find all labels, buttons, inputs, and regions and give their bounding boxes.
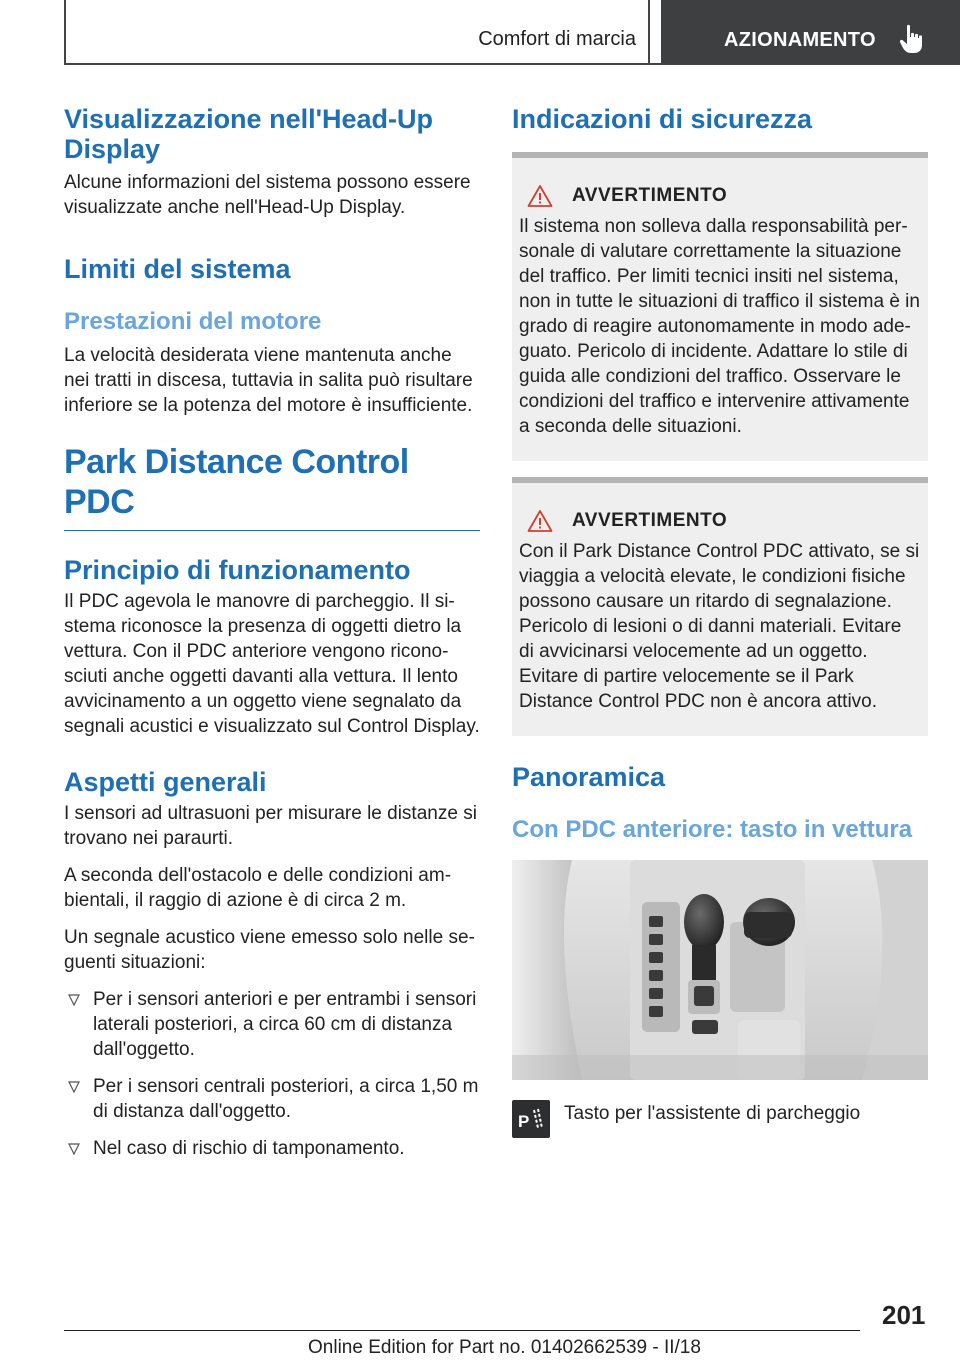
triangle-bullet-icon xyxy=(68,1081,80,1093)
triangle-bullet-icon xyxy=(68,1143,80,1155)
pdc-heading: Park Distance Control PDC xyxy=(64,443,409,521)
warning-text: Con il Park Distance Control PDC attivato, se si viaggia a velocità elevate, le condizioni fisiche possono causare un ritardo di segnalazione. Pericolo di lesioni o di danni materiali. Evitare di avvicinarsi velocemente ad un oggetto. Evitare di partire velocemente se il Park Distance Control PDC non è ancora attivo. xyxy=(519,541,920,712)
principle-heading: Principio di funzionamento xyxy=(64,555,411,585)
header-divider-left xyxy=(64,0,66,64)
warning-box-1 xyxy=(512,152,928,461)
general-paragraph-1: I sensori ad ultrasuoni per misurare le distanze si trovano nei paraurti. xyxy=(64,803,477,849)
pointing-hand-icon xyxy=(899,24,925,54)
list-item xyxy=(64,1136,480,1161)
list-item xyxy=(64,987,480,1062)
legend-row xyxy=(512,1100,928,1138)
engine-heading: Prestazioni del motore xyxy=(64,308,322,335)
safety-heading: Indicazioni di sicurezza xyxy=(512,104,813,134)
overview-heading: Panoramica xyxy=(512,762,666,792)
principle-paragraph: Il PDC agevola le manovre di parcheggio. Il sistema riconosce la presenza di oggetti dietro la vettura. Con il PDC anteriore vengono riconosciuti anche oggetti davanti alla vettura. Il lento avvicinamento a un oggetto viene segnalato da segnali acustici e visualizzato sul Control Display. xyxy=(64,591,480,737)
limits-heading: Limiti del sistema xyxy=(64,254,291,284)
center-console-illustration xyxy=(512,860,928,1080)
left-column xyxy=(64,100,480,1173)
list-item xyxy=(64,1074,480,1124)
header-chapter-tab xyxy=(661,0,960,64)
warning-title: AVVERTIMENTO xyxy=(572,510,728,531)
header-section-area xyxy=(64,0,650,64)
list-item-text: Per i sensori anteriori e per entrambi i sensori laterali posteriori, a circa 60 cm di distanza dall'oggetto. xyxy=(93,989,477,1060)
warning-box-2 xyxy=(512,477,928,736)
situations-list xyxy=(64,987,480,1161)
warning-triangle-icon xyxy=(527,509,553,533)
header-chapter-title: AZIONAMENTO xyxy=(724,29,876,51)
general-paragraph-3: Un segnale acustico viene emesso solo nelle seguenti situazioni: xyxy=(64,927,475,973)
header-section-title: Comfort di marcia xyxy=(478,28,636,50)
header-divider-mid xyxy=(648,0,650,64)
warning-text: Il sistema non solleva dalla responsabilità personale di valutare correttamente la situazione del traffico. Per limiti tecnici insiti nel sistema, non in tutte le situazioni di traffico il sistema è in grado di reagire autonomamente in modo adeguato. Pericolo di incidente. Adattare lo stile di guida alle condizioni del traffico. Osservare le condizioni del traffico e intervenire attivamente a seconda delle situazioni. xyxy=(519,216,920,437)
general-heading: Aspetti generali xyxy=(64,767,267,797)
footer-edition: Online Edition for Part no. 01402662539 - II/18 xyxy=(308,1337,701,1358)
general-paragraph-2: A seconda dell'ostacolo e delle condizioni ambientali, il raggio di azione è di circa 2 m. xyxy=(64,865,452,911)
hud-paragraph: Alcune informazioni del sistema possono essere visualizzate anche nell'Head-Up Display. xyxy=(64,172,471,218)
page-number: 201 xyxy=(882,1300,926,1330)
right-column xyxy=(512,100,928,1138)
front-pdc-heading: Con PDC anteriore: tasto in vettura xyxy=(512,816,913,843)
legend-text: Tasto per l'assistente di parcheggio xyxy=(564,1103,861,1124)
warning-triangle-icon xyxy=(527,184,553,208)
center-console-photo xyxy=(512,860,928,1080)
hud-heading: Visualizzazione nell'Head-Up Display xyxy=(64,104,434,164)
warning-title: AVVERTIMENTO xyxy=(572,185,728,206)
list-item-text: Nel caso di rischio di tamponamento. xyxy=(93,1138,405,1159)
footer-rule xyxy=(64,1330,860,1331)
engine-paragraph: La velocità desiderata viene mantenuta anche nei tratti in discesa, tuttavia in salita può risultare inferiore se la potenza del motore è insufficiente. xyxy=(64,345,473,416)
pdc-heading-rule xyxy=(64,530,480,531)
triangle-bullet-icon xyxy=(68,994,80,1006)
svg-text:P: P xyxy=(518,1112,530,1131)
parking-assistant-button-icon xyxy=(512,1100,550,1138)
list-item-text: Per i sensori centrali posteriori, a circa 1,50 m di distanza dall'oggetto. xyxy=(93,1076,479,1122)
